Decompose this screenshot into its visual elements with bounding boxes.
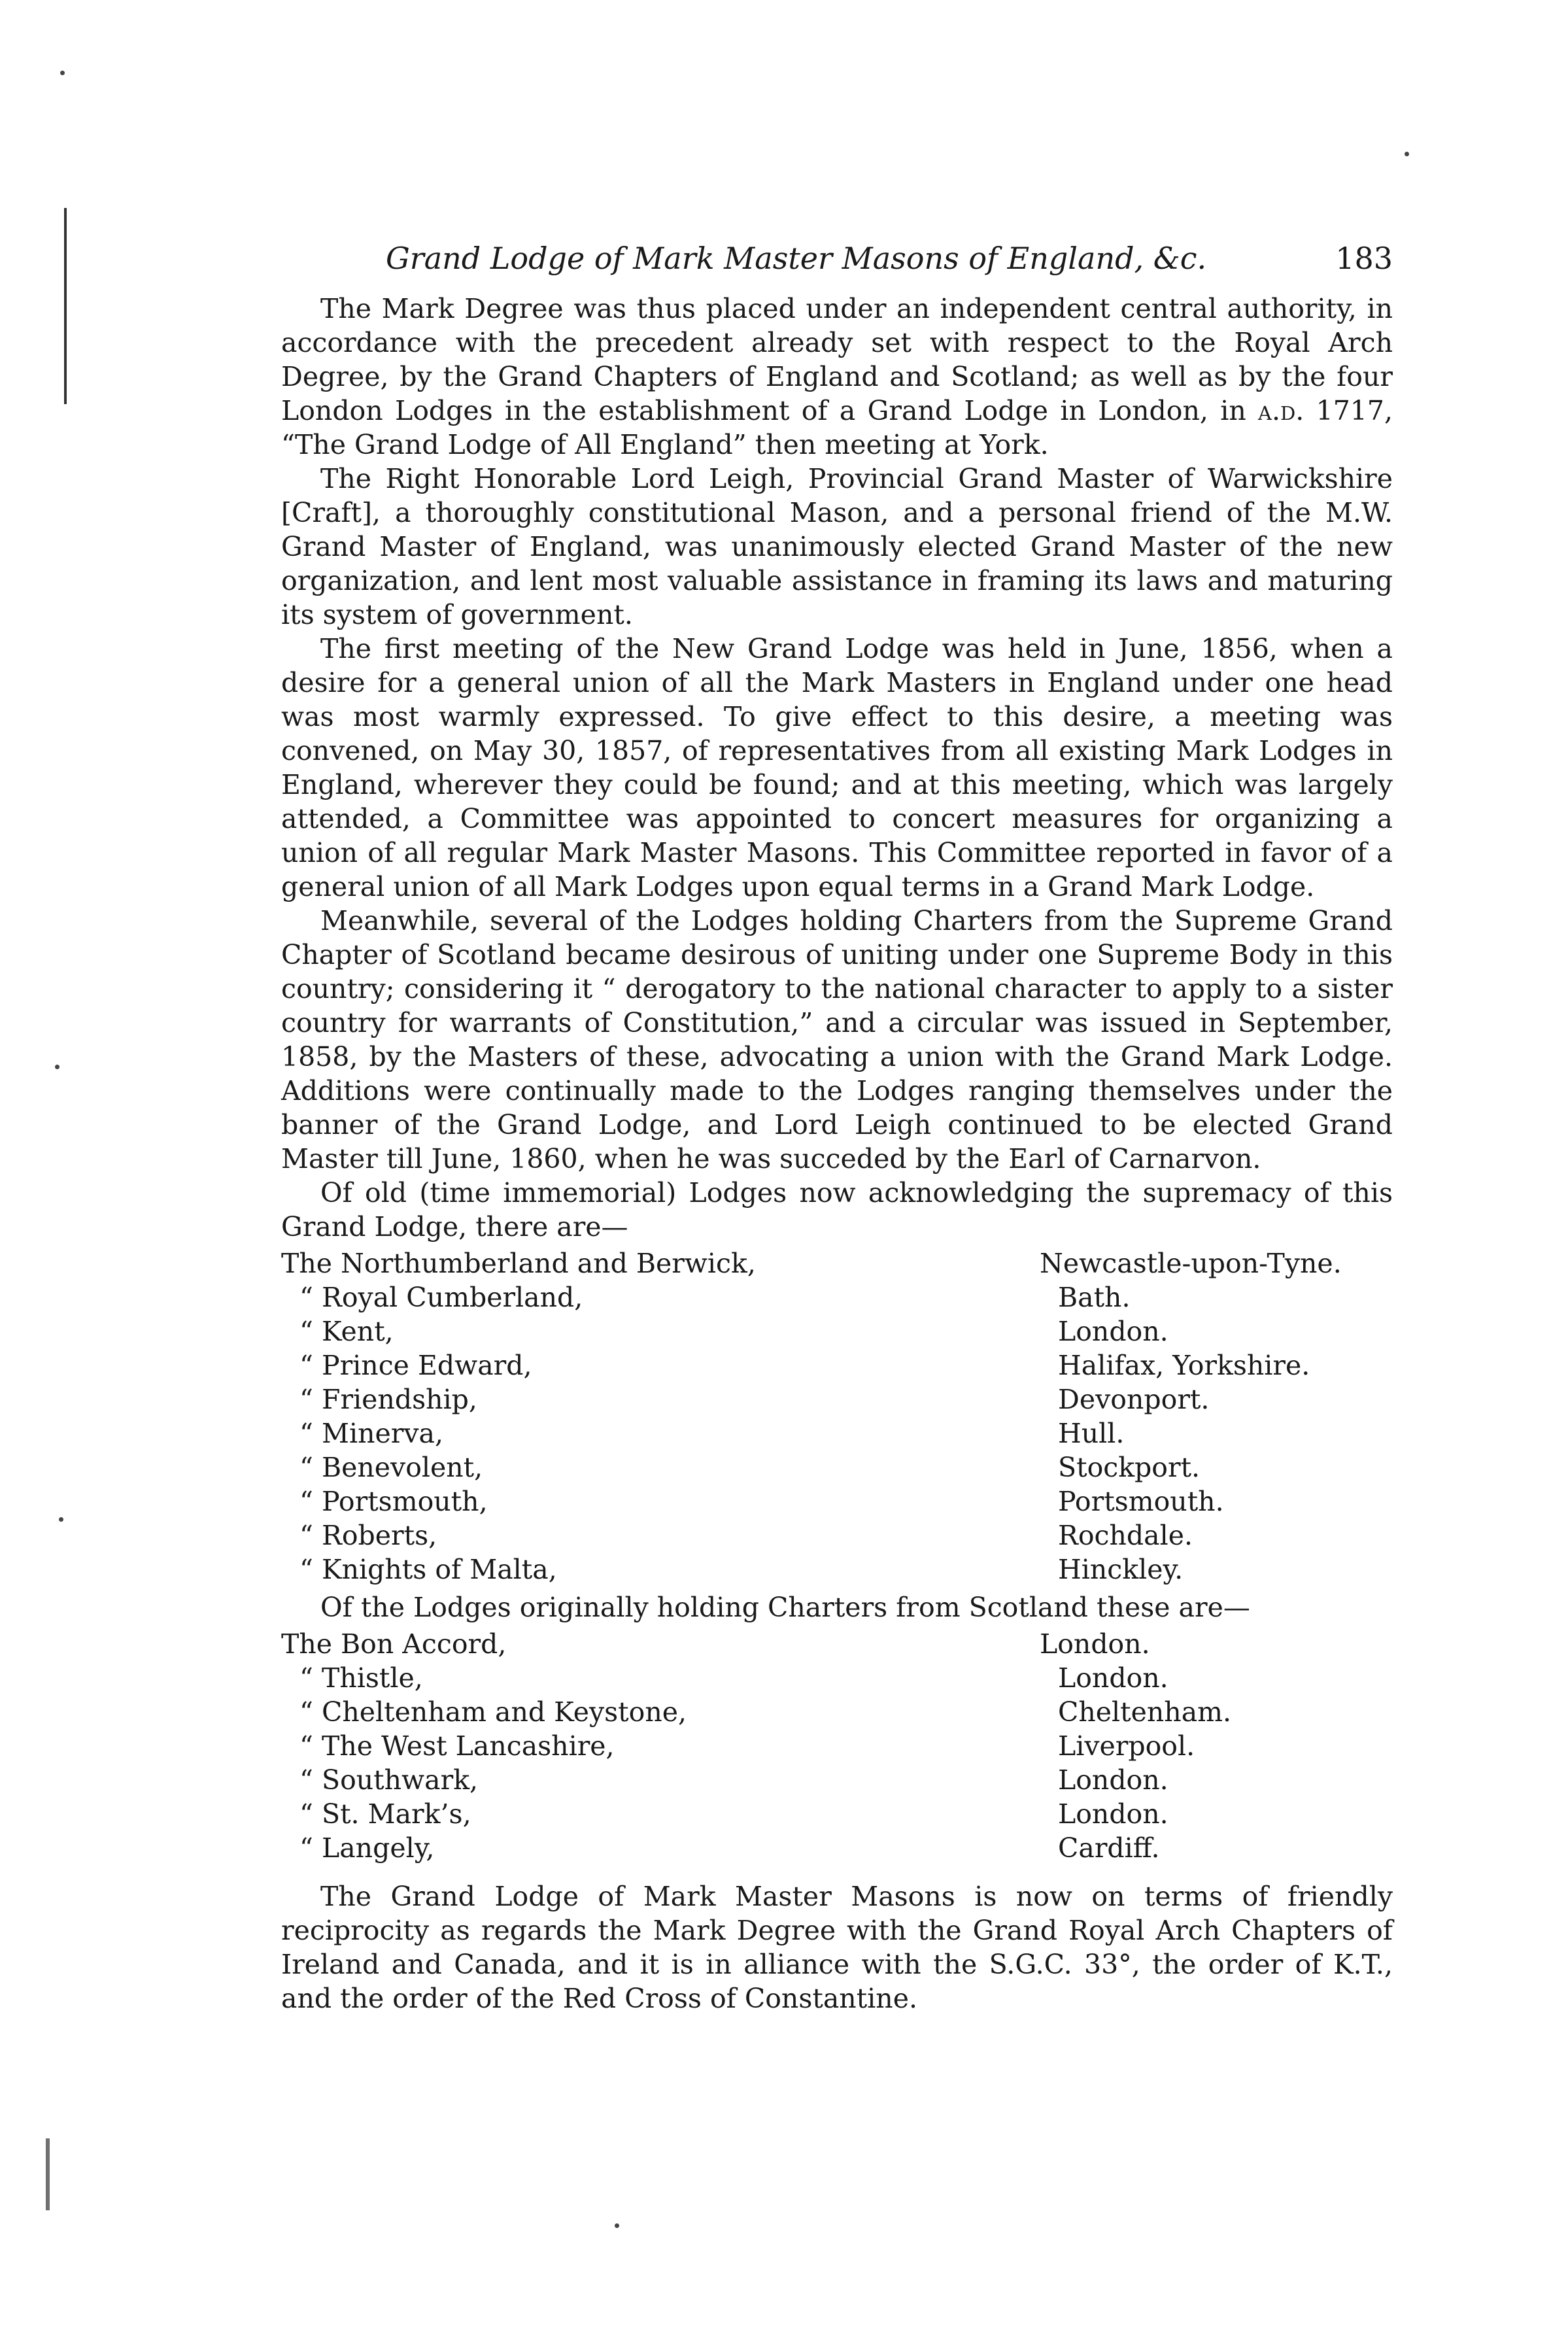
list-item	[281, 1246, 1393, 1280]
scan-speck	[1405, 152, 1409, 156]
lodge-place: Halifax, Yorkshire.	[1058, 1350, 1310, 1381]
lodge-name: “ Royal Cumberland,	[299, 1282, 583, 1313]
lodge-name: “ Southwark,	[299, 1764, 479, 1796]
margin-scan-mark	[46, 2138, 50, 2210]
lodge-name: The Northumberland and Berwick,	[281, 1248, 756, 1279]
book-page	[281, 241, 1393, 2015]
list-item	[281, 1518, 1393, 1552]
paragraph-scotland-charters: Meanwhile, several of the Lodges holding Charters from the Supreme Grand Chapter of Scotland became desirous of uniting under one Supreme Body in this country; considering it “ derogatory to the national character to apply to a sister country for warrants of Constitution,” and a circular was issued in September, 1858, by the Masters of these, advocating a union with the Grand Mark Lodge. Additions were continually made to the Lodges ranging themselves under the banner of the Grand Lodge, and Lord Leigh continued to be elected Grand Master till June, 1860, when he was succeded by the Earl of Carnarvon.	[281, 905, 1393, 1174]
paragraph-closing: The Grand Lodge of Mark Master Masons is now on terms of friendly reciprocity as regards the Mark Degree with the Grand Royal Arch Chapters of Ireland and Canada, and it is in alliance with the S.G.C. 33°, the order of K.T., and the order of the Red Cross of Constantine.	[281, 1881, 1393, 2014]
lodge-name: “ Friendship,	[299, 1384, 477, 1415]
lodge-name: “ Cheltenham and Keystone,	[299, 1696, 687, 1728]
list-item	[281, 1627, 1393, 1661]
list-item	[281, 1280, 1393, 1314]
list-item	[281, 1416, 1393, 1450]
list-item	[281, 1450, 1393, 1484]
scotland-lodges-list	[281, 1627, 1393, 1865]
lodge-place: Cheltenham.	[1058, 1696, 1232, 1728]
scan-speck	[59, 1517, 63, 1522]
lodge-name: “ Langely,	[299, 1832, 435, 1864]
lodge-name: “ Prince Edward,	[299, 1350, 532, 1381]
old-lodges-list	[281, 1246, 1393, 1586]
paragraph-first-meeting: The first meeting of the New Grand Lodge was held in June, 1856, when a desire for a general union of all the Mark Masters in England under one head was most warmly expressed. To give effect to this desire, a meeting was convened, on May 30, 1857, of representatives from all existing Mark Lodges in England, wherever they could be found; and at this meeting, which was largely attended, a Committee was appointed to concert measures for organizing a union of all regular Mark Master Masons. This Committee reported in favor of a general union of all Mark Lodges upon equal terms in a Grand Mark Lodge.	[281, 633, 1393, 902]
lodge-place: Portsmouth.	[1058, 1486, 1224, 1517]
lodge-place: Cardiff.	[1058, 1832, 1160, 1864]
scan-speck	[615, 2223, 619, 2228]
lodge-name: “ Benevolent,	[299, 1452, 483, 1483]
list-item	[281, 1484, 1393, 1518]
lodge-place: London.	[1058, 1316, 1168, 1347]
list-item	[281, 1661, 1393, 1695]
lodge-place: Stockport.	[1058, 1452, 1201, 1483]
page-number: 183	[1335, 241, 1393, 276]
scan-speck	[60, 71, 65, 75]
list-item	[281, 1763, 1393, 1797]
lodge-name: “ Minerva,	[299, 1418, 443, 1449]
lodge-place: London.	[1058, 1662, 1168, 1694]
lodge-place: Devonport.	[1058, 1384, 1210, 1415]
lodge-name: “ Portsmouth,	[299, 1486, 488, 1517]
paragraph-text: The Mark Degree was thus placed under an independent central authority, in accordance with the precedent already set with respect to the Royal Arch Degree, by the Grand Chapters of England and Scotland; as well as by the four London Lodges in the establishment of a Grand Lodge in London, in	[281, 293, 1393, 426]
lodge-name: The Bon Accord,	[281, 1628, 507, 1660]
running-title: Grand Lodge of Mark Master Masons of England, &c.	[386, 241, 1207, 276]
paragraph-scotland-intro: Of the Lodges originally holding Charters from Scotland these are—	[320, 1592, 1250, 1623]
list-item	[281, 1552, 1393, 1586]
list-item	[281, 1729, 1393, 1763]
lodge-place: London.	[1058, 1764, 1168, 1796]
lodge-place: Liverpool.	[1058, 1730, 1195, 1762]
list-item	[281, 1314, 1393, 1348]
margin-scan-line	[64, 208, 67, 404]
paragraph-independent-authority	[281, 292, 1393, 462]
list-item	[281, 1831, 1393, 1865]
running-header	[386, 241, 1393, 276]
scan-speck	[55, 1065, 60, 1069]
lodge-name: “ Kent,	[299, 1316, 394, 1347]
lodge-place: London.	[1040, 1628, 1150, 1660]
lodge-place: Hull.	[1058, 1418, 1125, 1449]
list-item	[281, 1797, 1393, 1831]
paragraph-lord-leigh: The Right Honorable Lord Leigh, Provincial Grand Master of Warwickshire [Craft], a thoroughly constitutional Mason, and a personal friend of the M.W. Grand Master of England, was unanimously elected Grand Master of the new organization, and lent most valuable assistance in framing its laws and maturing its system of government.	[281, 463, 1393, 630]
paragraph-text: 1717, “The Grand Lodge of All England” then meeting at York.	[281, 395, 1393, 460]
lodge-name: “ Thistle,	[299, 1662, 423, 1694]
lodge-name: “ St. Mark’s,	[299, 1798, 471, 1830]
list-item	[281, 1348, 1393, 1382]
lodge-place: Rochdale.	[1058, 1520, 1193, 1551]
lodge-name: “ Knights of Malta,	[299, 1554, 557, 1585]
lodge-name: “ Roberts,	[299, 1520, 437, 1551]
lodge-place: Newcastle-upon-Tyne.	[1040, 1248, 1342, 1279]
list-item	[281, 1695, 1393, 1729]
paragraph-old-lodges-intro: Of old (time immemorial) Lodges now acknowledging the supremacy of this Grand Lodge, there are—	[281, 1177, 1393, 1242]
lodge-place: Hinckley.	[1058, 1554, 1184, 1585]
lodge-place: London.	[1058, 1798, 1168, 1830]
era-abbreviation: a.d.	[1258, 395, 1304, 426]
list-item	[281, 1382, 1393, 1416]
lodge-name: “ The West Lancashire,	[299, 1730, 615, 1762]
lodge-place: Bath.	[1058, 1282, 1131, 1313]
